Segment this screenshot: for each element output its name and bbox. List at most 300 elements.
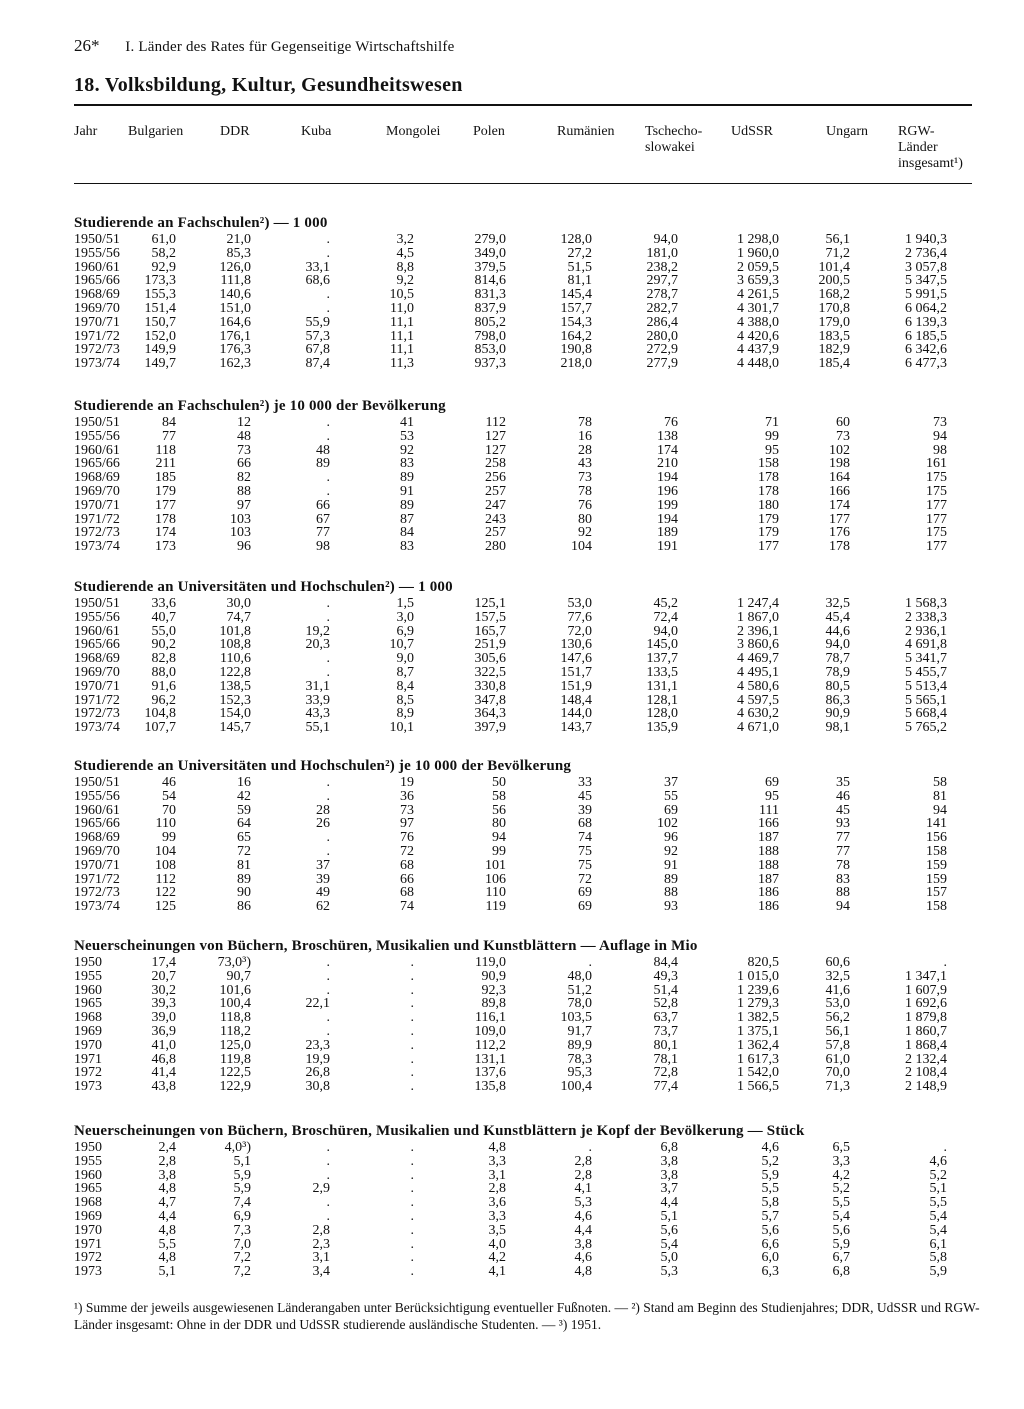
row-year: 1971: [74, 1236, 102, 1252]
col-header-1: Bulgarien: [128, 124, 184, 139]
table-cell: 78,3: [567, 1051, 592, 1067]
table-cell: 1 542,0: [737, 1065, 779, 1081]
table-cell: 162,3: [219, 356, 251, 372]
row-year: 1970/71: [74, 497, 120, 513]
table-cell: 185: [155, 470, 176, 486]
table-cell: 122,9: [219, 1079, 251, 1095]
table-cell: 73: [400, 802, 414, 818]
table-cell: 3,5: [488, 1222, 506, 1238]
table-cell: .: [326, 232, 330, 247]
table-cell: 42: [237, 788, 251, 804]
table-cell: 174: [829, 497, 850, 513]
table-cell: 75: [578, 857, 592, 873]
table-cell: 156: [926, 830, 947, 846]
row-year: 1960: [74, 1167, 102, 1183]
table-cell: 147,6: [560, 651, 592, 667]
row-year: 1970/71: [74, 857, 120, 873]
row-year: 1965: [74, 996, 102, 1012]
table-cell: 80,5: [825, 678, 850, 694]
row-year: 1965: [74, 1181, 102, 1197]
table-cell: 6,8: [832, 1264, 850, 1280]
table-cell: 4 469,7: [737, 651, 779, 667]
table-cell: 55,9: [305, 314, 330, 330]
table-cell: 84: [162, 415, 176, 430]
table-cell: 4,2: [832, 1167, 850, 1183]
table-cell: 78,7: [825, 651, 850, 667]
table-cell: 330,8: [474, 678, 506, 694]
table-cell: 41,0: [151, 1037, 176, 1053]
row-year: 1960/61: [74, 802, 120, 818]
table-cell: 73: [237, 442, 251, 458]
table-cell: 36,9: [151, 1023, 176, 1039]
table-cell: 6,5: [832, 1140, 850, 1155]
row-year: 1971: [74, 1051, 102, 1067]
table-cell: 112: [155, 871, 176, 887]
col-header-2: DDR: [220, 124, 250, 139]
table-cell: 5,9: [233, 1181, 251, 1197]
table-cell: 53: [400, 428, 414, 444]
table-cell: 1 617,3: [737, 1051, 779, 1067]
table-cell: .: [326, 483, 330, 499]
table-cell: 379,5: [474, 259, 506, 275]
table-cell: 85,3: [226, 245, 251, 261]
table-cell: 10,1: [389, 720, 414, 736]
table-row: [74, 457, 972, 471]
table-cell: 16: [237, 775, 251, 790]
table-cell: 33: [578, 775, 592, 790]
table-cell: 97: [400, 816, 414, 832]
table-cell: 364,3: [474, 706, 506, 722]
table-cell: 77: [836, 830, 850, 846]
table-cell: 6,9: [396, 623, 414, 639]
table-cell: 78: [578, 483, 592, 499]
table-row: [74, 1265, 972, 1279]
table-cell: 35: [836, 775, 850, 790]
row-year: 1955: [74, 1153, 102, 1169]
table-cell: 198: [829, 456, 850, 472]
table-cell: 168,2: [818, 287, 850, 303]
table-cell: 73,7: [653, 1023, 678, 1039]
table-cell: 176,1: [219, 328, 251, 344]
table-cell: 151,7: [560, 664, 592, 680]
table-cell: 53,0: [567, 596, 592, 611]
table-cell: 4 437,9: [737, 342, 779, 358]
table-cell: 99: [492, 843, 506, 859]
table-cell: 5,8: [929, 1250, 947, 1266]
table-cell: 21,0: [226, 232, 251, 247]
table-cell: 73: [578, 470, 592, 486]
table-cell: 3,8: [660, 1167, 678, 1183]
table-cell: 4,8: [158, 1222, 176, 1238]
table-cell: 1 960,0: [737, 245, 779, 261]
table-cell: 257: [485, 525, 506, 541]
table-cell: 93: [836, 816, 850, 832]
table-cell: 111,8: [220, 273, 251, 289]
table-cell: 11,1: [390, 314, 414, 330]
table-cell: 5 513,4: [905, 678, 947, 694]
table-cell: 118,8: [220, 1010, 251, 1026]
table-cell: 1 568,3: [905, 596, 947, 611]
table-row: [74, 707, 972, 721]
table-cell: 77: [316, 525, 330, 541]
row-year: 1972/73: [74, 885, 120, 901]
table-cell: 19: [400, 775, 414, 790]
table-cell: 94: [933, 802, 947, 818]
row-year: 1972/73: [74, 706, 120, 722]
table-cell: 149,9: [144, 342, 176, 358]
table-row: [74, 233, 972, 247]
table-cell: .: [410, 1079, 414, 1095]
table-cell: 349,0: [474, 245, 506, 261]
block-title: Neuerscheinungen von Büchern, Broschüren, Musikalien und Kunstblättern je Kopf der Bevölkerung — Stück: [74, 1123, 805, 1139]
table-cell: 77,4: [653, 1079, 678, 1095]
table-cell: 77,6: [567, 609, 592, 625]
table-cell: 45,2: [653, 596, 678, 611]
table-cell: 4 261,5: [737, 287, 779, 303]
table-cell: 1 940,3: [905, 232, 947, 247]
table-row: [74, 540, 972, 554]
table-cell: 88: [836, 885, 850, 901]
table-cell: 154,3: [560, 314, 592, 330]
table-cell: 5 455,7: [905, 664, 947, 680]
table-cell: 282,7: [646, 300, 678, 316]
table-cell: 4,0³): [224, 1140, 251, 1155]
table-cell: 77: [162, 428, 176, 444]
table-cell: 6 477,3: [905, 356, 947, 372]
table-cell: 177: [926, 511, 947, 527]
table-cell: 108: [155, 857, 176, 873]
row-year: 1971/72: [74, 511, 120, 527]
table-cell: 5,1: [233, 1153, 251, 1169]
table-cell: 125,0: [219, 1037, 251, 1053]
row-year: 1968/69: [74, 651, 120, 667]
table-cell: 1 375,1: [737, 1023, 779, 1039]
table-row: [74, 1141, 972, 1155]
row-year: 1955: [74, 968, 102, 984]
table-cell: .: [410, 1167, 414, 1183]
row-year: 1955/56: [74, 428, 120, 444]
table-cell: 1 279,3: [737, 996, 779, 1012]
table-cell: 152,3: [219, 692, 251, 708]
table-cell: 72: [237, 843, 251, 859]
table-cell: 3,7: [660, 1181, 678, 1197]
table-cell: 119,8: [220, 1051, 251, 1067]
table-cell: 4,6: [929, 1153, 947, 1169]
table-cell: 19,2: [305, 623, 330, 639]
table-cell: 4,8: [574, 1264, 592, 1280]
row-year: 1968/69: [74, 470, 120, 486]
table-cell: .: [410, 1153, 414, 1169]
table-cell: 5,9: [832, 1236, 850, 1252]
table-cell: 155,3: [144, 287, 176, 303]
table-cell: 5,4: [929, 1222, 947, 1238]
table-cell: 101,8: [219, 623, 251, 639]
table-row: [74, 886, 972, 900]
table-row: [74, 261, 972, 275]
table-cell: 128,1: [646, 692, 678, 708]
table-cell: 1 868,4: [905, 1037, 947, 1053]
table-cell: .: [326, 1195, 330, 1211]
table-cell: 164,2: [560, 328, 592, 344]
table-row: [74, 499, 972, 513]
table-cell: .: [326, 415, 330, 430]
table-cell: 4,4: [660, 1195, 678, 1211]
table-cell: 5,5: [832, 1195, 850, 1211]
table-cell: 89: [316, 456, 330, 472]
table-cell: 814,6: [474, 273, 506, 289]
table-cell: 5 668,4: [905, 706, 947, 722]
table-cell: 94: [933, 428, 947, 444]
page-number: 26*: [74, 36, 100, 55]
table-cell: 39,0: [151, 1010, 176, 1026]
table-cell: 179: [758, 525, 779, 541]
table-cell: 3,6: [488, 1195, 506, 1211]
row-year: 1973/74: [74, 720, 120, 736]
table-cell: 5,6: [832, 1222, 850, 1238]
table-cell: 58,2: [151, 245, 176, 261]
table-row: [74, 1196, 972, 1210]
table-cell: .: [410, 1181, 414, 1197]
table-row: [74, 330, 972, 344]
table-cell: 92: [664, 843, 678, 859]
table-cell: .: [410, 1250, 414, 1266]
table-cell: 210: [657, 456, 678, 472]
table-cell: 4 388,0: [737, 314, 779, 330]
table-cell: .: [326, 775, 330, 790]
table-cell: 5,1: [929, 1181, 947, 1197]
table-cell: 166: [829, 483, 850, 499]
table-cell: 65: [237, 830, 251, 846]
table-cell: 74,7: [226, 609, 251, 625]
table-row: [74, 1251, 972, 1265]
table-cell: 7,2: [233, 1250, 251, 1266]
table-cell: 66: [316, 497, 330, 513]
table-cell: 28: [578, 442, 592, 458]
table-cell: 186: [758, 885, 779, 901]
table-cell: 3,0: [396, 609, 414, 625]
table-cell: 89,8: [481, 996, 506, 1012]
table-cell: 122: [155, 885, 176, 901]
table-cell: .: [326, 1023, 330, 1039]
row-year: 1969: [74, 1208, 102, 1224]
table-row: [74, 1169, 972, 1183]
table-cell: 51,5: [567, 259, 592, 275]
table-cell: 177: [829, 511, 850, 527]
table-cell: 45: [578, 788, 592, 804]
table-cell: 89,9: [567, 1037, 592, 1053]
table-cell: 45,4: [825, 609, 850, 625]
table-cell: 137,6: [474, 1065, 506, 1081]
table-cell: 3,8: [660, 1153, 678, 1169]
table-cell: 4,5: [396, 245, 414, 261]
row-year: 1950/51: [74, 415, 120, 430]
table-cell: 125: [155, 899, 176, 915]
table-block: [74, 213, 972, 371]
table-cell: 1 879,8: [905, 1010, 947, 1026]
table-cell: 138: [657, 428, 678, 444]
table-cell: 305,6: [474, 651, 506, 667]
table-cell: 138,5: [219, 678, 251, 694]
table-cell: 88: [664, 885, 678, 901]
table-cell: 4,6: [574, 1208, 592, 1224]
table-cell: 188: [758, 857, 779, 873]
table-cell: 159: [926, 871, 947, 887]
table-cell: 4,0: [488, 1236, 506, 1252]
table-cell: 101: [485, 857, 506, 873]
row-year: 1960/61: [74, 442, 120, 458]
table-cell: .: [326, 470, 330, 486]
table-cell: 68: [578, 816, 592, 832]
table-cell: .: [410, 1065, 414, 1081]
table-cell: 46,8: [151, 1051, 176, 1067]
table-row: [74, 804, 972, 818]
table-row: [74, 694, 972, 708]
table-cell: 178: [758, 483, 779, 499]
table-cell: 122,8: [219, 664, 251, 680]
table-cell: 98: [933, 442, 947, 458]
row-year: 1950: [74, 955, 102, 970]
table-cell: 60,6: [825, 955, 850, 970]
running-head-title: I. Länder des Rates für Gegenseitige Wirtschaftshilfe: [125, 39, 455, 55]
table-cell: 164,6: [219, 314, 251, 330]
table-cell: 177: [926, 539, 947, 555]
table-row: [74, 611, 972, 625]
table-cell: 90,9: [481, 968, 506, 984]
table-cell: 95: [765, 442, 779, 458]
table-cell: 116,1: [475, 1010, 506, 1026]
table-cell: 247: [485, 497, 506, 513]
row-year: 1972/73: [74, 525, 120, 541]
row-year: 1970/71: [74, 678, 120, 694]
table-cell: 49,3: [653, 968, 678, 984]
row-year: 1970: [74, 1037, 102, 1053]
table-cell: 2 736,4: [905, 245, 947, 261]
table-row: [74, 1210, 972, 1224]
table-cell: 37: [664, 775, 678, 790]
table-cell: 19,9: [305, 1051, 330, 1067]
table-cell: 5,9: [929, 1264, 947, 1280]
table-cell: .: [326, 596, 330, 611]
table-cell: 89: [664, 871, 678, 887]
table-cell: 5,1: [158, 1264, 176, 1280]
table-cell: .: [326, 664, 330, 680]
row-year: 1970/71: [74, 314, 120, 330]
row-year: 1973: [74, 1264, 102, 1280]
col-header-year: Jahr: [74, 124, 98, 139]
table-cell: 104,8: [144, 706, 176, 722]
table-cell: 243: [485, 511, 506, 527]
table-cell: 44,6: [825, 623, 850, 639]
table-cell: 187: [758, 871, 779, 887]
table-cell: 119,0: [475, 955, 506, 970]
table-cell: 64: [237, 816, 251, 832]
table-cell: 131,1: [474, 1051, 506, 1067]
table-cell: 48: [316, 442, 330, 458]
row-year: 1950/51: [74, 775, 120, 790]
table-cell: 73: [836, 428, 850, 444]
table-cell: .: [410, 1037, 414, 1053]
table-cell: 33,6: [151, 596, 176, 611]
table-cell: 72,4: [653, 609, 678, 625]
table-cell: 154,0: [219, 706, 251, 722]
table-cell: 158: [758, 456, 779, 472]
table-cell: 145,7: [219, 720, 251, 736]
table-cell: 1 382,5: [737, 1010, 779, 1026]
row-year: 1969: [74, 1023, 102, 1039]
table-cell: 174: [155, 525, 176, 541]
table-cell: 32,5: [825, 596, 850, 611]
col-header-7: Tschecho- slowakei: [645, 124, 703, 155]
table-cell: 83: [400, 539, 414, 555]
table-cell: 6 342,6: [905, 342, 947, 358]
table-cell: 28: [316, 802, 330, 818]
table-cell: 187: [758, 830, 779, 846]
table-cell: .: [326, 982, 330, 998]
table-row: [74, 357, 972, 371]
table-cell: 11,3: [390, 356, 414, 372]
table-cell: 3 659,3: [737, 273, 779, 289]
table-cell: 77: [836, 843, 850, 859]
table-cell: 101,4: [818, 259, 850, 275]
table-cell: 4 580,6: [737, 678, 779, 694]
table-cell: 12: [237, 415, 251, 430]
table-cell: 5,5: [761, 1181, 779, 1197]
table-cell: 149,7: [144, 356, 176, 372]
table-cell: 84,4: [653, 955, 678, 970]
table-cell: 8,8: [396, 259, 414, 275]
table-row: [74, 638, 972, 652]
table-row: [74, 970, 972, 984]
table-cell: 7,3: [233, 1222, 251, 1238]
table-cell: .: [410, 955, 414, 970]
table-cell: 159: [926, 857, 947, 873]
table-cell: 57,3: [305, 328, 330, 344]
table-cell: 122,5: [219, 1065, 251, 1081]
table-cell: 1 867,0: [737, 609, 779, 625]
table-cell: .: [326, 609, 330, 625]
table-cell: .: [410, 996, 414, 1012]
table-cell: 4 420,6: [737, 328, 779, 344]
table-cell: 161: [926, 456, 947, 472]
table-cell: 188: [758, 843, 779, 859]
table-row: [74, 1053, 972, 1067]
table-cell: 4 448,0: [737, 356, 779, 372]
table-cell: 94,0: [653, 232, 678, 247]
table-cell: 5 347,5: [905, 273, 947, 289]
table-cell: .: [326, 1208, 330, 1224]
table-cell: 1 298,0: [737, 232, 779, 247]
table-cell: 165,7: [474, 623, 506, 639]
table-cell: 1 347,1: [905, 968, 947, 984]
table-cell: 83: [836, 871, 850, 887]
row-year: 1973/74: [74, 539, 120, 555]
row-year: 1968: [74, 1195, 102, 1211]
table-cell: 56: [492, 802, 506, 818]
table-row: [74, 652, 972, 666]
table-cell: 179,0: [818, 314, 850, 330]
table-cell: 218,0: [560, 356, 592, 372]
table-cell: 5,4: [929, 1208, 947, 1224]
table-cell: .: [943, 1140, 947, 1155]
table-cell: 4 597,5: [737, 692, 779, 708]
table-row: [74, 831, 972, 845]
table-cell: 853,0: [474, 342, 506, 358]
row-year: 1971/72: [74, 692, 120, 708]
table-cell: 86: [237, 899, 251, 915]
table-cell: 200,5: [818, 273, 850, 289]
section-title: 18. Volksbildung, Kultur, Gesundheitswesen: [74, 74, 463, 96]
table-cell: 238,2: [646, 259, 678, 275]
